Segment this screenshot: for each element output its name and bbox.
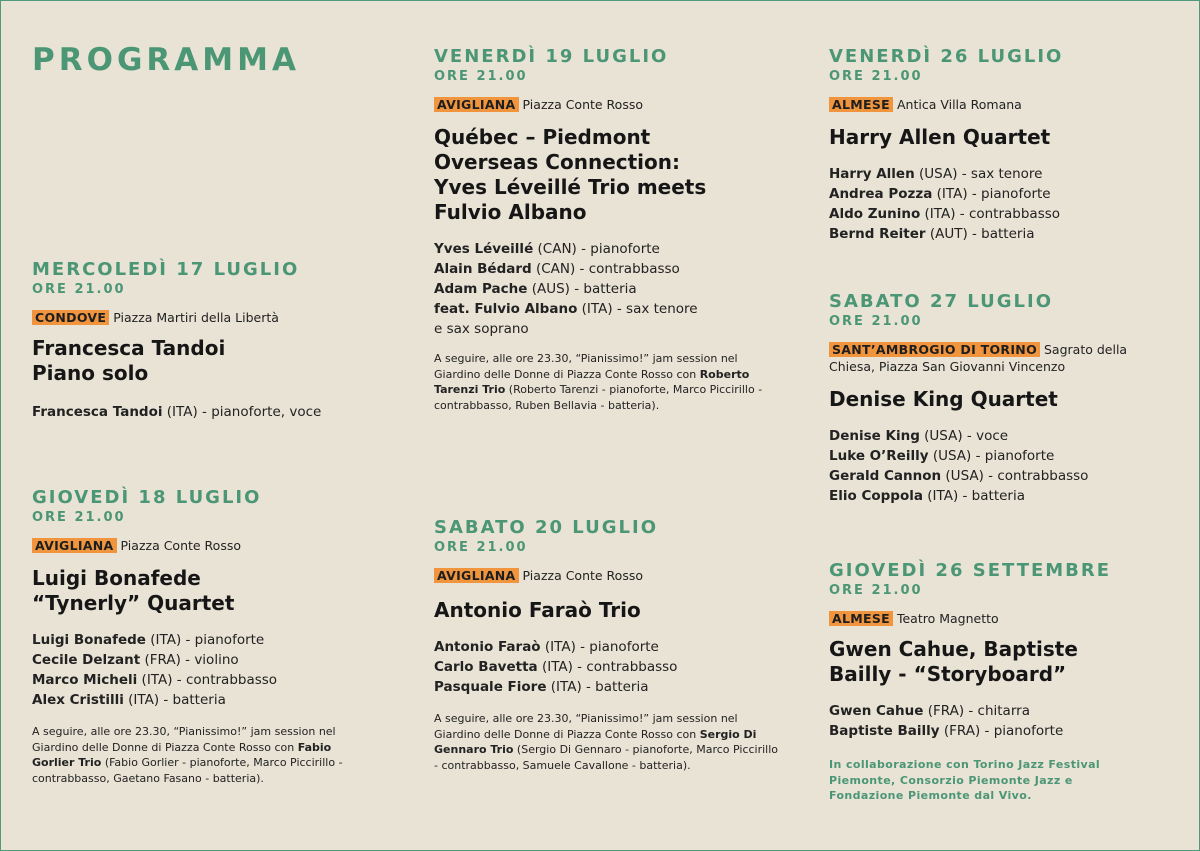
event-title-line: Francesca Tandoi: [32, 336, 226, 360]
event-venue: [829, 96, 1169, 113]
event-venue: [829, 610, 1169, 627]
event-block: [434, 46, 794, 413]
event-title: [434, 598, 794, 623]
event-title-line: Harry Allen Quartet: [829, 125, 1051, 149]
event-place: Piazza Conte Rosso: [522, 568, 644, 583]
event-date: VENERDÌ 26 LUGLIO: [829, 46, 1064, 67]
performer-list: [434, 239, 794, 339]
event-block: [829, 560, 1169, 804]
performer: Gwen Cahue (FRA) - chitarra: [829, 703, 1030, 719]
performer: Denise King (USA) - voce: [829, 428, 1009, 444]
jam-session-note: A seguire, alle ore 23.30, “Pianissimo!” jam session nel Giardino delle Donne di Piazza Conte Rosso con Fabio Gorlier Trio (Fabio Gorlier - pianoforte, Marco Piccirillo - contrabbasso, Gaetano Fasano - batteria).: [32, 725, 343, 785]
event-town: ALMESE: [829, 611, 893, 626]
event-date: VENERDÌ 19 LUGLIO: [434, 46, 669, 67]
event-block: [434, 517, 794, 773]
event-town: CONDOVE: [32, 310, 109, 325]
performer: Cecile Delzant (FRA) - violino: [32, 652, 239, 668]
performer: Marco Micheli (ITA) - contrabbasso: [32, 672, 278, 688]
event-title-line: Overseas Connection:: [434, 150, 681, 174]
event-time: ORE 21.00: [829, 583, 923, 598]
performer: Gerald Cannon (USA) - contrabbasso: [829, 468, 1089, 484]
performer: Luigi Bonafede (ITA) - pianoforte: [32, 632, 265, 648]
event-venue: [32, 537, 392, 554]
performer-list: [434, 637, 794, 697]
performer: Carlo Bavetta (ITA) - contrabbasso: [434, 659, 678, 675]
event-date: SABATO 20 LUGLIO: [434, 517, 658, 538]
performer: feat. Fulvio Albano (ITA) - sax tenore: [434, 301, 698, 317]
event-date: SABATO 27 LUGLIO: [829, 291, 1053, 312]
event-place: Piazza Conte Rosso: [522, 97, 644, 112]
event-place: Antica Villa Romana: [896, 97, 1022, 112]
event-title-line: Yves Léveillé Trio meets: [434, 175, 707, 199]
event-title: [32, 336, 392, 386]
event-date: GIOVEDÌ 26 SETTEMBRE: [829, 560, 1112, 581]
performer: Alex Cristilli (ITA) - batteria: [32, 692, 226, 708]
event-time: ORE 21.00: [32, 282, 126, 297]
performer: Bernd Reiter (AUT) - batteria: [829, 226, 1035, 242]
performer: Pasquale Fiore (ITA) - batteria: [434, 679, 649, 695]
event-town: AVIGLIANA: [32, 538, 117, 553]
performer-list: [829, 164, 1169, 244]
performer-list: [32, 630, 392, 710]
event-title-line: Fulvio Albano: [434, 200, 587, 224]
event-venue: [434, 96, 794, 113]
event-time: ORE 21.00: [434, 540, 528, 555]
event-block: [32, 487, 392, 786]
jam-session-note: A seguire, alle ore 23.30, “Pianissimo!” jam session nel Giardino delle Donne di Piazza Conte Rosso con Roberto Tarenzi Trio (Roberto Tarenzi - pianoforte, Marco Piccirillo - contrabbasso, Ruben Bellavia - batteria).: [434, 352, 763, 412]
collaboration-note: In collaborazione con Torino Jazz Festival Piemonte, Consorzio Piemonte Jazz e Fondazione Piemonte dal Vivo.: [829, 758, 1101, 802]
event-title-line: Denise King Quartet: [829, 387, 1058, 411]
event-block: [829, 46, 1169, 244]
event-title: [829, 637, 1169, 687]
event-date: GIOVEDÌ 18 LUGLIO: [32, 487, 262, 508]
event-place: Teatro Magnetto: [896, 611, 999, 626]
performer: Yves Léveillé (CAN) - pianoforte: [434, 241, 660, 257]
event-venue: [32, 309, 392, 326]
event-place: Piazza Martiri della Libertà: [113, 310, 279, 325]
performer: Andrea Pozza (ITA) - pianoforte: [829, 186, 1051, 202]
performer: e sax soprano: [434, 321, 529, 337]
performer: Elio Coppola (ITA) - batteria: [829, 488, 1025, 504]
event-title-line: Bailly - “Storyboard”: [829, 662, 1067, 686]
jam-session-note: A seguire, alle ore 23.30, “Pianissimo!” jam session nel Giardino delle Donne di Piazza Conte Rosso con Sergio Di Gennaro Trio (Sergio Di Gennaro - pianoforte, Marco Piccirillo - contrabbasso, Samuele Cavallone - batteria).: [434, 712, 779, 772]
event-town: ALMESE: [829, 97, 893, 112]
event-title: [32, 566, 392, 616]
event-time: ORE 21.00: [829, 314, 923, 329]
performer: Antonio Faraò (ITA) - pianoforte: [434, 639, 659, 655]
event-title-line: “Tynerly” Quartet: [32, 591, 235, 615]
performer: Baptiste Bailly (FRA) - pianoforte: [829, 723, 1064, 739]
event-title-line: Luigi Bonafede: [32, 566, 201, 590]
event-title-line: Gwen Cahue, Baptiste: [829, 637, 1078, 661]
performer: Alain Bédard (CAN) - contrabbasso: [434, 261, 680, 277]
event-title-line: Québec – Piedmont: [434, 125, 651, 149]
event-block: [32, 259, 392, 422]
performer: Francesca Tandoi (ITA) - pianoforte, voce: [32, 404, 322, 420]
performer: Aldo Zunino (ITA) - contrabbasso: [829, 206, 1061, 222]
event-block: [829, 291, 1169, 506]
performer-list: [829, 426, 1169, 506]
event-town: AVIGLIANA: [434, 97, 519, 112]
event-date: MERCOLEDÌ 17 LUGLIO: [32, 259, 300, 280]
event-place: Piazza Conte Rosso: [120, 538, 242, 553]
event-venue: [434, 567, 794, 584]
performer: Adam Pache (AUS) - batteria: [434, 281, 637, 297]
performer: Luke O’Reilly (USA) - pianoforte: [829, 448, 1055, 464]
performer-list: [32, 402, 392, 422]
event-town: SANT’AMBROGIO DI TORINO: [829, 342, 1040, 357]
event-venue: [829, 341, 1149, 375]
performer: Harry Allen (USA) - sax tenore: [829, 166, 1043, 182]
event-place: Sagrato della Chiesa, Piazza San Giovanni Vincenzo: [829, 342, 1128, 374]
event-title: [434, 125, 794, 225]
event-title-line: Antonio Faraò Trio: [434, 598, 641, 622]
event-title: [829, 387, 1169, 412]
event-time: ORE 21.00: [434, 69, 528, 84]
event-title-line: Piano solo: [32, 361, 149, 385]
event-town: AVIGLIANA: [434, 568, 519, 583]
event-time: ORE 21.00: [829, 69, 923, 84]
event-time: ORE 21.00: [32, 510, 126, 525]
page-title: PROGRAMMA: [32, 42, 300, 78]
event-title: [829, 125, 1169, 150]
performer-list: [829, 701, 1169, 741]
